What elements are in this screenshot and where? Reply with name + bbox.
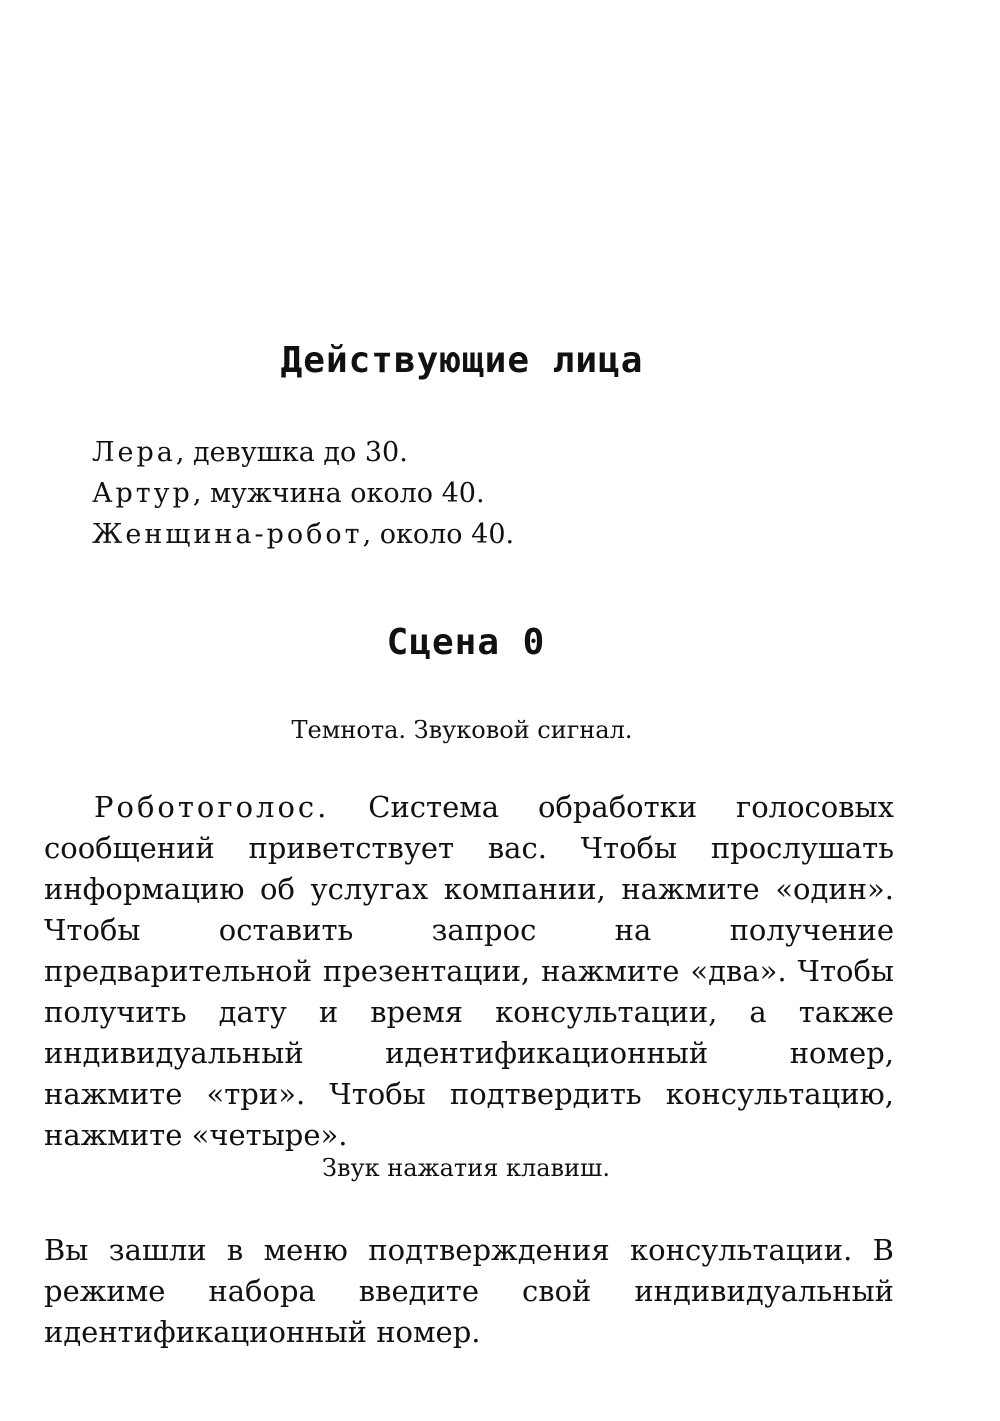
cast-member-desc: , девушка до 30. <box>175 437 408 468</box>
stage-direction: Звук нажатия клавиш. <box>322 1154 610 1182</box>
scene-title: Сцена 0 <box>386 622 546 663</box>
cast-member <box>92 432 514 473</box>
cast-member-desc: , мужчина около 40. <box>192 478 485 509</box>
cast-member-name: Артур <box>92 478 193 509</box>
cast-member <box>92 473 514 514</box>
cast-member-name: Лера <box>92 437 176 468</box>
cast-title: Действующие лица <box>280 340 644 381</box>
cast-member-name: Женщина-робот <box>92 519 363 550</box>
cast-member-desc: , около 40. <box>362 519 515 550</box>
cast-member <box>92 514 514 555</box>
cast-list <box>92 432 514 555</box>
speech-paragraph: Вы зашли в меню подтверждения консультации. В режиме набора введите свой индивидуальный идентификационный номер. <box>44 1233 894 1349</box>
stage-direction: Темнота. Звуковой сигнал. <box>291 716 633 744</box>
speech-text: Система обработки голосовых сообщений приветствует вас. Чтобы прослушать информацию об услугах компании, нажмите «один». Чтобы оставить запрос на получение предварительной презентации, нажмите «два». Чтобы получить дату и время консультации, а также индивидуальный идентификационный номер, нажмите «три». Чтобы подтвердить консультацию, нажмите «четыре». <box>44 790 894 1152</box>
speech-paragraph <box>44 787 894 1156</box>
speaker-name: Роботоголос. <box>94 790 330 824</box>
